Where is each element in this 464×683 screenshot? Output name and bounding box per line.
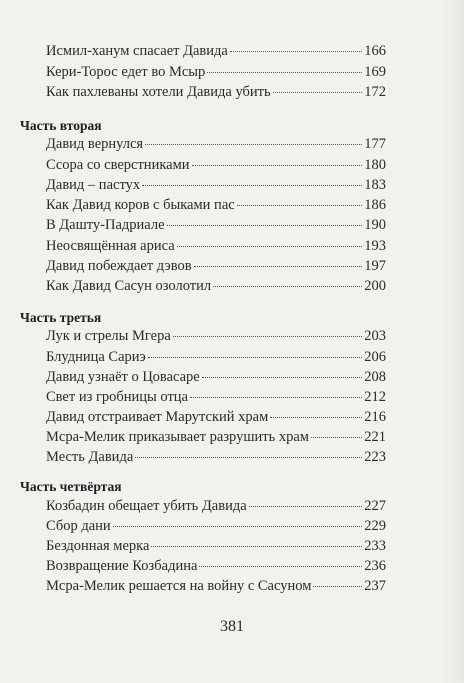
dot-leader — [313, 586, 362, 587]
toc-entry-title: Свет из гробницы отца — [46, 389, 189, 405]
toc-entry — [46, 216, 386, 234]
dot-leader — [177, 246, 363, 247]
toc-entry-title: Сбор дани — [46, 518, 111, 534]
toc-entry-title: Ссора со сверстниками — [46, 157, 190, 173]
dot-leader — [207, 72, 362, 73]
toc-entry-page: 221 — [364, 429, 386, 445]
dot-leader — [230, 51, 362, 52]
dot-leader — [249, 506, 363, 507]
dot-leader — [270, 417, 362, 418]
toc-entry-page: 216 — [364, 409, 386, 425]
toc-entry — [46, 42, 386, 60]
toc-entry-title: В Дашту-Падриале — [46, 217, 165, 233]
toc-entry-page: 212 — [364, 389, 386, 405]
toc-entry — [46, 135, 386, 153]
dot-leader — [148, 357, 362, 358]
dot-leader — [173, 336, 362, 337]
toc-entry — [46, 237, 386, 255]
page-number: 381 — [220, 618, 244, 635]
toc-entry-page: 190 — [364, 217, 386, 233]
dot-leader — [202, 377, 363, 378]
toc-entry — [46, 557, 386, 575]
toc-entry — [46, 428, 386, 446]
toc-entry — [46, 497, 386, 515]
toc-entry — [46, 327, 386, 345]
dot-leader — [273, 92, 363, 93]
dot-leader — [151, 546, 362, 547]
toc-entry-page: 227 — [364, 498, 386, 514]
dot-leader — [190, 397, 362, 398]
toc-entry-page: 223 — [364, 449, 386, 465]
toc-entry-title: Лук и стрелы Мгера — [46, 328, 171, 344]
toc-entry — [46, 176, 386, 194]
toc-entry-title: Бездонная мерка — [46, 538, 150, 554]
toc-entry-title: Исмил-ханум спасает Давида — [46, 43, 228, 59]
toc-entry-page: 180 — [364, 157, 386, 173]
toc-entry-title: Как Давид Сасун озолотил — [46, 278, 212, 294]
dot-leader — [192, 165, 363, 166]
part-three-title: Часть третья — [20, 310, 102, 325]
toc-entry-title: Блудница Сариэ — [46, 349, 146, 365]
toc-entry — [46, 83, 386, 101]
toc-entry — [46, 517, 386, 535]
toc-entry-page: 233 — [364, 538, 386, 554]
part-two-title: Часть вторая — [20, 118, 102, 133]
toc-entry-page: 206 — [364, 349, 386, 365]
toc-entry-title: Кери-Торос едет во Мсыр — [46, 64, 206, 80]
toc-entry-page: 186 — [364, 197, 386, 213]
page-edge-shadow — [440, 0, 464, 683]
toc-entry — [46, 156, 386, 174]
toc-entry-page: 200 — [364, 278, 386, 294]
toc-entry-page: 203 — [364, 328, 386, 344]
toc-entry-page: 183 — [364, 177, 386, 193]
dot-leader — [142, 185, 362, 186]
dot-leader — [135, 457, 362, 458]
toc-entry — [46, 348, 386, 366]
toc-entry-title: Неосвящённая ариса — [46, 238, 175, 254]
dot-leader — [199, 566, 362, 567]
toc-entry-title: Возвращение Козбадина — [46, 558, 198, 574]
toc-entry-title: Давид вернулся — [46, 136, 144, 152]
dot-leader — [167, 225, 363, 226]
toc-entry-title: Месть Давида — [46, 449, 134, 465]
toc-entry — [46, 577, 386, 595]
toc-entry-title: Козбадин обещает убить Давида — [46, 498, 247, 514]
toc-entry-title: Давид отстраивает Марутский храм — [46, 409, 269, 425]
toc-entry — [46, 63, 386, 81]
toc-entry-page: 172 — [364, 84, 386, 100]
toc-entry — [46, 277, 386, 295]
toc-entry-title: Давид побеждает дэвов — [46, 258, 192, 274]
toc-entry-title: Как пахлеваны хотели Давида убить — [46, 84, 271, 100]
toc-entry — [46, 196, 386, 214]
dot-leader — [237, 205, 363, 206]
toc-entry-page: 229 — [364, 518, 386, 534]
dot-leader — [194, 266, 363, 267]
dot-leader — [113, 526, 363, 527]
toc-entry-page: 236 — [364, 558, 386, 574]
toc-entry-page: 193 — [364, 238, 386, 254]
toc-entry-title: Давид узнаёт о Цовасаре — [46, 369, 200, 385]
toc-entry — [46, 448, 386, 466]
toc-entry-page: 166 — [364, 43, 386, 59]
toc-entry-title: Давид – пастух — [46, 177, 141, 193]
toc-entry — [46, 408, 386, 426]
toc-entry-page: 237 — [364, 578, 386, 594]
part-four-title: Часть четвёртая — [20, 479, 122, 494]
toc-entry-page: 197 — [364, 258, 386, 274]
toc-entry-title: Как Давид коров с быками пас — [46, 197, 235, 213]
toc-entry — [46, 257, 386, 275]
dot-leader — [311, 437, 362, 438]
toc-entry-title: Мсра-Мелик приказывает разрушить храм — [46, 429, 309, 445]
toc-entry — [46, 537, 386, 555]
toc-entry — [46, 368, 386, 386]
toc-entry-page: 177 — [364, 136, 386, 152]
toc-entry-page: 169 — [364, 64, 386, 80]
toc-entry — [46, 388, 386, 406]
dot-leader — [145, 144, 362, 145]
toc-entry-page: 208 — [364, 369, 386, 385]
dot-leader — [213, 286, 362, 287]
toc-entry-title: Мсра-Мелик решается на войну с Сасуном — [46, 578, 312, 594]
